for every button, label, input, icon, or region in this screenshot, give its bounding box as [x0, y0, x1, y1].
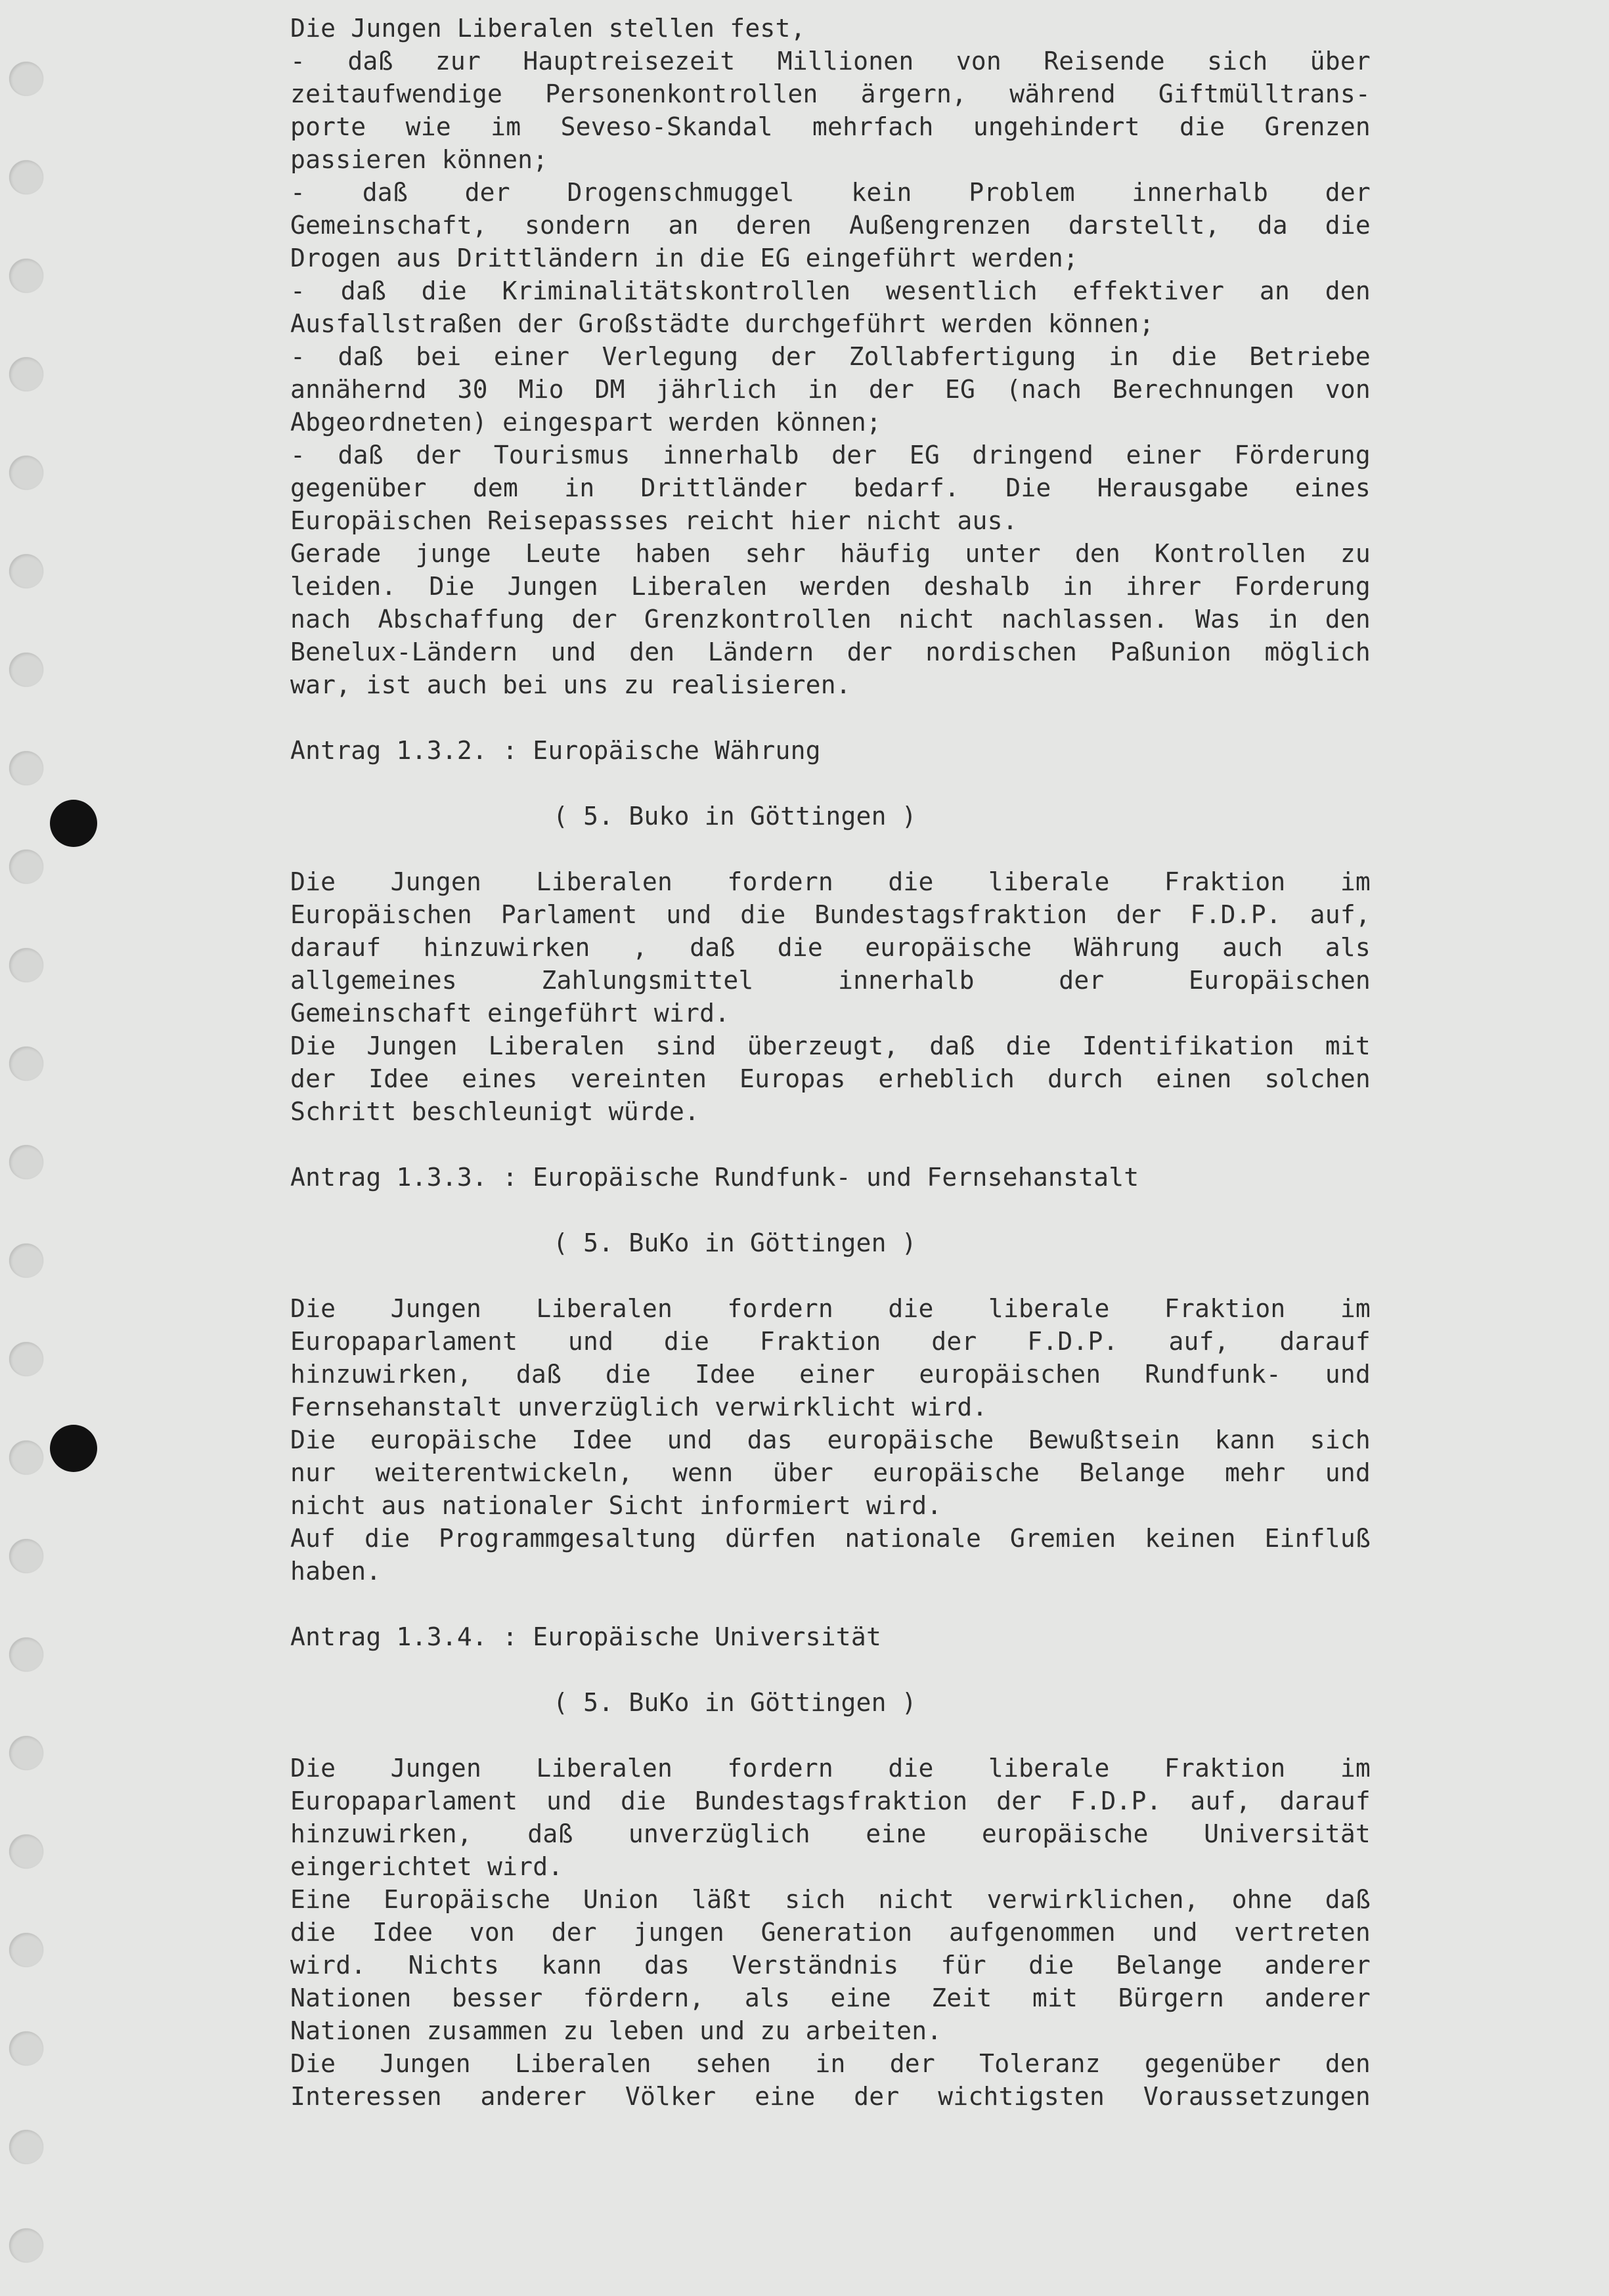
antrag-body [290, 865, 1371, 1128]
antrag-subheading: ( 5. BuKo in Göttingen ) [553, 1228, 917, 1257]
text-line: Gemeinschaft, sondern an deren Außengrenzen darstellt, da die [290, 211, 1371, 240]
antrag-heading: Antrag 1.3.3. : Europäische Rundfunk- und Fernsehanstalt [290, 1163, 1139, 1192]
text-line: annähernd 30 Mio DM jährlich in der EG (nach Berechnungen von [290, 375, 1371, 404]
text-line: porte wie im Seveso-Skandal mehrfach ungehindert die Grenzen [290, 112, 1371, 141]
antrag-body [290, 1292, 1371, 1588]
binder-hole [9, 653, 43, 687]
text-line: Europaparlament und die Fraktion der F.D.P. auf, darauf [290, 1327, 1371, 1356]
antrag-subheading: ( 5. Buko in Göttingen ) [553, 802, 917, 831]
binder-hole [9, 1736, 43, 1770]
antrag-subheading: ( 5. BuKo in Göttingen ) [553, 1688, 917, 1717]
text-line: - daß der Tourismus innerhalb der EG dringend einer Förderung [290, 441, 1371, 469]
binder-hole [9, 1933, 43, 1967]
binder-hole [9, 1145, 43, 1179]
text-line: gegenüber dem in Drittländer bedarf. Die Herausgabe eines [290, 473, 1371, 502]
text-line: Die europäische Idee und das europäische Bewußtsein kann sich [290, 1425, 1371, 1454]
antrag-heading: Antrag 1.3.2. : Europäische Währung [290, 736, 821, 765]
text-line: Die Jungen Liberalen stellen fest, [290, 14, 806, 43]
text-line: Nationen besser fördern, als eine Zeit mit Bürgern anderer [290, 1983, 1371, 2012]
text-line: Die Jungen Liberalen fordern die liberale Fraktion im [290, 1294, 1371, 1323]
binder-hole [9, 456, 43, 490]
text-line: die Idee von der jungen Generation aufgenommen und vertreten [290, 1918, 1371, 1947]
text-line: Fernsehanstalt unverzüglich verwirklicht wird. [290, 1393, 988, 1421]
text-line: Europaparlament und die Bundestagsfraktion der F.D.P. auf, darauf [290, 1787, 1371, 1815]
text-line: Abgeordneten) eingespart werden können; [290, 408, 882, 437]
binder-hole [9, 357, 43, 391]
antrag-body [290, 1752, 1371, 2113]
binder-hole [9, 1539, 43, 1573]
text-line: leiden. Die Jungen Liberalen werden deshalb in ihrer Forderung [290, 572, 1371, 601]
binder-hole [9, 2130, 43, 2164]
text-line: war, ist auch bei uns zu realisieren. [290, 670, 851, 699]
text-line: - daß der Drogenschmuggel kein Problem innerhalb der [290, 178, 1371, 207]
binder-hole [9, 948, 43, 982]
text-line: Ausfallstraßen der Großstädte durchgeführt werden können; [290, 309, 1155, 338]
text-line: Benelux-Ländern und den Ländern der nordischen Paßunion möglich [290, 638, 1371, 666]
punch-hole [50, 1425, 97, 1472]
text-line: Auf die Programmgesaltung dürfen nationale Gremien keinen Einfluß [290, 1524, 1371, 1553]
binder-hole [9, 850, 43, 884]
binder-hole [9, 1834, 43, 1869]
text-line: Gemeinschaft eingeführt wird. [290, 999, 730, 1028]
binder-hole [9, 62, 43, 96]
text-line: nicht aus nationaler Sicht informiert wird. [290, 1491, 942, 1520]
text-line: Europäischen Parlament und die Bundestagsfraktion der F.D.P. auf, [290, 900, 1371, 929]
intro-section [290, 12, 1371, 701]
text-line: darauf hinzuwirken , daß die europäische Währung auch als [290, 933, 1371, 962]
text-line: zeitaufwendige Personenkontrollen ärgern, während Giftmülltrans- [290, 79, 1371, 108]
binder-hole [9, 2031, 43, 2066]
text-line: Drogen aus Drittländern in die EG eingeführt werden; [290, 244, 1079, 272]
binder-hole [9, 1244, 43, 1278]
binder-hole [9, 1440, 43, 1475]
punch-hole [50, 800, 97, 847]
text-line: Die Jungen Liberalen sehen in der Toleranz gegenüber den [290, 2049, 1371, 2078]
binder-hole [9, 1047, 43, 1081]
text-line: Die Jungen Liberalen fordern die liberale Fraktion im [290, 867, 1371, 896]
text-line: nur weiterentwickeln, wenn über europäische Belange mehr und [290, 1458, 1371, 1487]
text-line: eingerichtet wird. [290, 1852, 563, 1881]
text-line: hinzuwirken, daß unverzüglich eine europäische Universität [290, 1819, 1371, 1848]
text-line: allgemeines Zahlungsmittel innerhalb der Europäischen [290, 966, 1371, 995]
text-line: Gerade junge Leute haben sehr häufig unter den Kontrollen zu [290, 539, 1371, 568]
text-line: passieren können; [290, 145, 548, 174]
document-text [290, 12, 1371, 2113]
text-line: - daß bei einer Verlegung der Zollabfertigung in die Betriebe [290, 342, 1371, 371]
text-line: Die Jungen Liberalen sind überzeugt, daß die Identifikation mit [290, 1031, 1371, 1060]
binder-hole [9, 1342, 43, 1376]
text-line: nach Abschaffung der Grenzkontrollen nicht nachlassen. Was in den [290, 605, 1371, 634]
antrag-heading: Antrag 1.3.4. : Europäische Universität [290, 1622, 882, 1651]
text-line: Die Jungen Liberalen fordern die liberale Fraktion im [290, 1754, 1371, 1783]
text-line: - daß zur Hauptreisezeit Millionen von Reisende sich über [290, 47, 1371, 76]
text-line: haben. [290, 1557, 382, 1586]
binder-hole [9, 160, 43, 194]
text-line: Eine Europäische Union läßt sich nicht verwirklichen, ohne daß [290, 1885, 1371, 1914]
text-line: hinzuwirken, daß die Idee einer europäischen Rundfunk- und [290, 1360, 1371, 1389]
text-line: Nationen zusammen zu leben und zu arbeiten. [290, 2016, 942, 2045]
text-line: wird. Nichts kann das Verständnis für die Belange anderer [290, 1951, 1371, 1980]
binder-hole [9, 259, 43, 293]
binder-hole [9, 2228, 43, 2263]
binder-hole [9, 751, 43, 785]
text-line: Europäischen Reisepassses reicht hier nicht aus. [290, 506, 1018, 535]
text-line: Interessen anderer Völker eine der wichtigsten Voraussetzungen [290, 2082, 1371, 2111]
text-line: Schritt beschleunigt würde. [290, 1097, 700, 1126]
text-line: der Idee eines vereinten Europas erheblich durch einen solchen [290, 1064, 1371, 1093]
text-line: - daß die Kriminalitätskontrollen wesentlich effektiver an den [290, 276, 1371, 305]
binder-hole [9, 554, 43, 588]
binder-hole [9, 1637, 43, 1672]
